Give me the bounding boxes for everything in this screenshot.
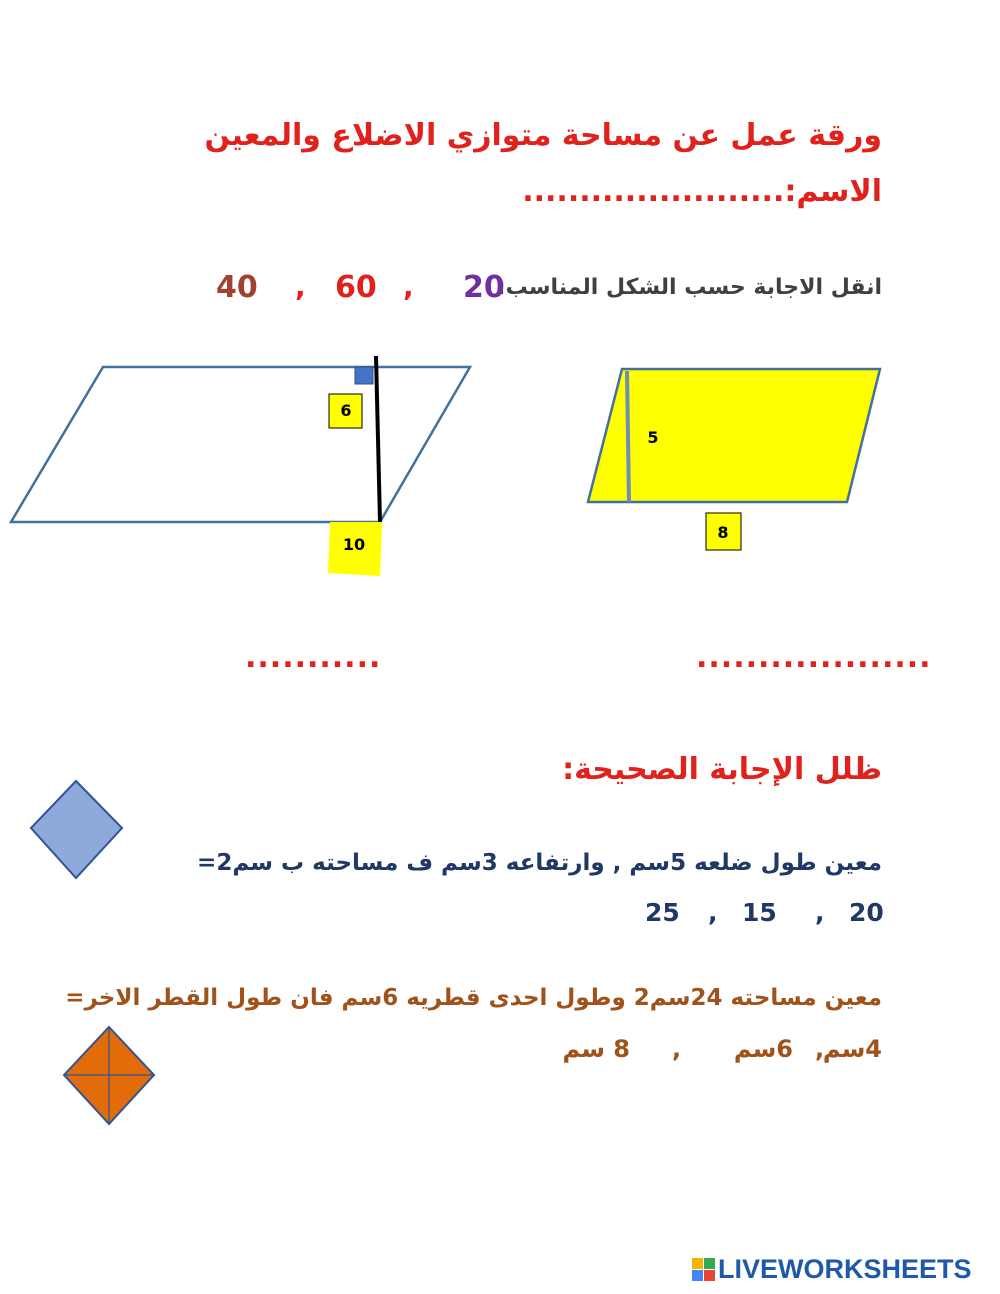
option-separator: , [403, 270, 414, 303]
height-line-left [376, 356, 380, 522]
parallelogram-figures [0, 340, 1000, 590]
base-label-right: 8 [717, 523, 729, 542]
brand-name: LIVEWORKSHEETS [718, 1253, 972, 1284]
parallelogram-left [11, 367, 470, 522]
parallelogram-right [588, 369, 880, 502]
answer-blank-right[interactable]: ................... [696, 640, 932, 675]
diamond-blue-icon [28, 778, 126, 882]
question-1-option-25[interactable]: 25 [645, 898, 680, 927]
question-1-option-20[interactable]: 20 [849, 898, 884, 927]
height-label-right: 5 [647, 428, 659, 447]
option-40[interactable]: 40 [216, 270, 258, 305]
option-separator: , [815, 1035, 825, 1063]
option-separator: , [295, 270, 306, 303]
height-line-right [627, 371, 629, 502]
option-60[interactable]: 60 [335, 270, 377, 305]
liveworksheets-mark-icon [692, 1258, 715, 1281]
question-2-text: معين مساحته 24سم2 وطول احدى قطريه 6سم فان طول القطر الاخر= [65, 985, 882, 1011]
liveworksheets-logo [692, 1254, 972, 1284]
answer-blank-left[interactable]: ........... [245, 640, 382, 675]
diamond-orange-icon [60, 1024, 158, 1128]
question-2-option-4cm[interactable]: 4سم [822, 1035, 882, 1063]
height-label-left: 6 [340, 401, 352, 420]
instruction-text: انقل الاجابة حسب الشكل المناسب: [496, 275, 882, 300]
student-name-field[interactable]: الاسم:....................... [522, 174, 882, 209]
option-separator: , [708, 898, 718, 927]
option-separator: , [815, 898, 825, 927]
question-2-option-6cm[interactable]: 6سم [733, 1035, 793, 1063]
section-title: ظلل الإجابة الصحيحة: [562, 752, 882, 787]
base-label-left: 10 [342, 535, 366, 554]
option-separator: , [672, 1035, 682, 1063]
question-1-option-15[interactable]: 15 [742, 898, 777, 927]
question-1-text: معين طول ضلعه 5سم , وارتفاعه 3سم ف مساحته ب سم2= [197, 850, 882, 876]
right-angle-marker [355, 367, 373, 384]
question-2-option-8cm[interactable]: 8 سم [562, 1035, 630, 1063]
worksheet-title: ورقة عمل عن مساحة متوازي الاضلاع والمعين [204, 118, 882, 153]
option-20[interactable]: 20 [463, 270, 505, 305]
